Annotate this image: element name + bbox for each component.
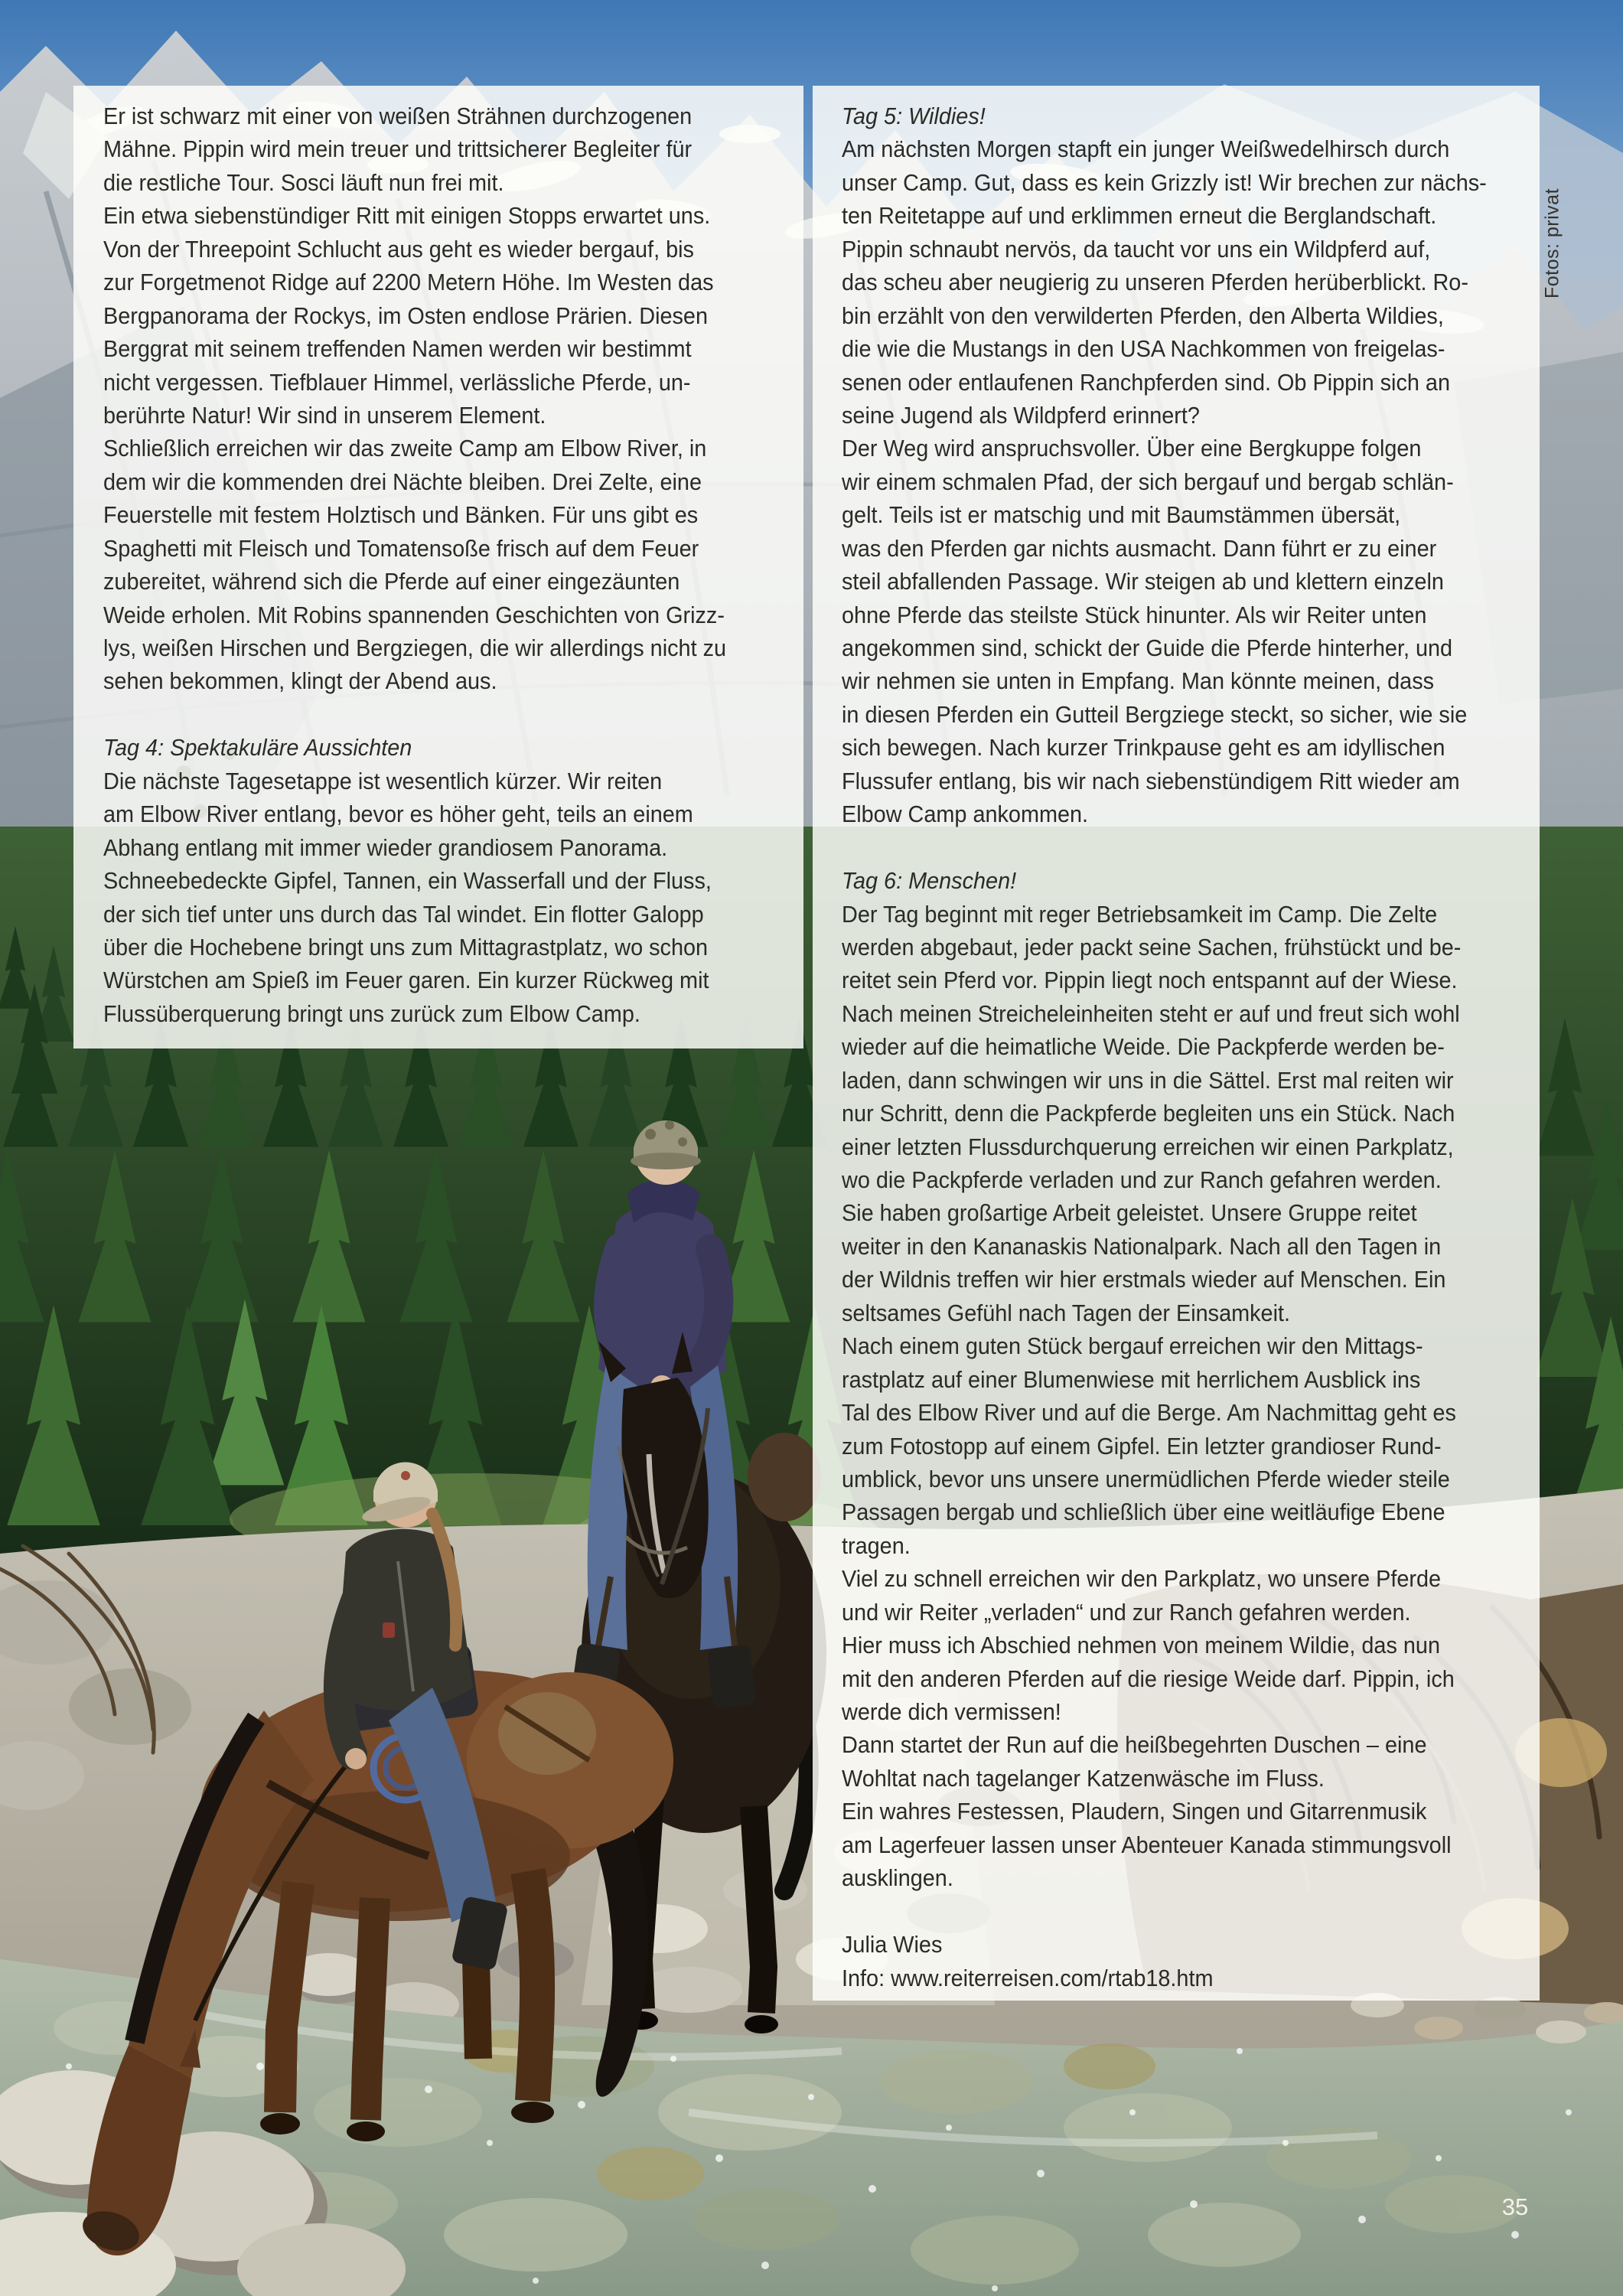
text-line: unser Camp. Gut, dass es kein Grizzly ist! Wir brechen zur nächs- [842,168,1487,196]
text-line: nur Schritt, denn die Packpferde begleiten uns ein Stück. Nach [842,1100,1455,1127]
text-line: die wie die Mustangs in den USA Nachkommen von freigelas- [842,335,1445,363]
text-line: werden abgebaut, jeder packt seine Sachen, frühstückt und be- [842,933,1462,960]
text-line: Berggrat mit seinem treffenden Namen werden wir bestimmt [103,335,692,363]
text-line: ausklingen. [842,1864,953,1892]
text-line: Elbow Camp ankommen. [842,801,1089,828]
text-line: Schneebedeckte Gipfel, Tannen, ein Wasserfall und der Fluss, [103,867,712,895]
text-line: nicht vergessen. Tiefblauer Himmel, verlässliche Pferde, un- [103,368,691,396]
text-line: Spaghetti mit Fleisch und Tomatensoße frisch auf dem Feuer [103,534,699,562]
text-line: Mähne. Pippin wird mein treuer und trittsicherer Begleiter für [103,135,693,163]
section-heading: Tag 6: Menschen! [842,867,1017,895]
text-line: Weide erholen. Mit Robins spannenden Geschichten von Grizz- [103,601,725,628]
text-line: am Elbow River entlang, bevor es höher geht, teils an einem [103,801,693,828]
text-line: Tal des Elbow River und auf die Berge. Am Nachmittag geht es [842,1399,1456,1427]
text-line: Info: www.reiterreisen.com/rtab18.htm [842,1964,1214,1991]
text-line: der Wildnis treffen wir hier erstmals wieder auf Menschen. Ein [842,1266,1446,1293]
text-line: Der Tag beginnt mit reger Betriebsamkeit im Camp. Die Zelte [842,900,1438,928]
article-column-left [103,99,726,1030]
text-line: was den Pferden gar nichts ausmacht. Dann führt er zu einer [842,534,1437,562]
text-line: Passagen bergab und schließlich über eine weitläufige Ebene [842,1499,1445,1526]
text-line: Pippin schnaubt nervös, da taucht vor uns ein Wildpferd auf, [842,235,1431,263]
text-line: sehen bekommen, klingt der Abend aus. [103,667,497,695]
text-line: Am nächsten Morgen stapft ein junger Weißwedelhirsch durch [842,135,1450,163]
text-line: wir einem schmalen Pfad, der sich bergauf und bergab schlän- [842,468,1454,495]
text-line: gelt. Teils ist er matschig und mit Baumstämmen übersät, [842,501,1401,529]
section-heading: Tag 4: Spektakuläre Aussichten [103,734,412,762]
text-line: Sie haben großartige Arbeit geleistet. Unsere Gruppe reitet [842,1199,1417,1227]
text-line: Feuerstelle mit festem Holztisch und Bänken. Für uns gibt es [103,501,699,529]
text-line: Bergpanorama der Rockys, im Osten endlose Prärien. Diesen [103,302,709,329]
text-line: Er ist schwarz mit einer von weißen Strähnen durchzogenen [103,103,693,129]
page-number: 35 [1501,2193,1529,2220]
text-line: angekommen sind, schickt der Guide die Pferde hinterher, und [842,634,1453,661]
text-line: zum Fotostopp auf einem Gipfel. Ein letzter grandioser Rund- [842,1432,1442,1459]
text-line: wir nehmen sie unten in Empfang. Man könnte meinen, dass [842,667,1435,695]
text-line: tragen. [842,1531,911,1559]
text-line: umblick, bevor uns unsere unermüdlichen Pferde wieder steile [842,1465,1450,1492]
blank-line [103,698,726,731]
text-line: seltsames Gefühl nach Tagen der Einsamkeit. [842,1299,1291,1326]
text-line: bin erzählt von den verwilderten Pferden, den Alberta Wildies, [842,302,1444,329]
text-line: berührte Natur! Wir sind in unserem Element. [103,401,546,429]
text-line: in diesen Pferden ein Gutteil Bergziege steckt, so sicher, wie sie [842,700,1468,728]
text-line: lys, weißen Hirschen und Bergziegen, die wir allerdings nicht zu [103,634,727,661]
text-line: Würstchen am Spieß im Feuer garen. Ein kurzer Rückweg mit [103,967,709,994]
text-line: sich bewegen. Nach kurzer Trinkpause geht es am idyllischen [842,734,1445,762]
text-line: die restliche Tour. Sosci läuft nun frei mit. [103,168,504,196]
text-line: das scheu aber neugierig zu unseren Pferden herüberblickt. Ro- [842,269,1468,296]
text-line: Dann startet der Run auf die heißbegehrten Duschen – eine [842,1731,1427,1759]
text-line: Abhang entlang mit immer wieder grandiosem Panorama. [103,833,668,861]
blank-line [842,831,1487,864]
text-line: wieder auf die heimatliche Weide. Die Packpferde werden be- [842,1033,1445,1061]
text-line: ohne Pferde das steilste Stück hinunter. Als wir Reiter unten [842,601,1427,628]
text-line: senen oder entlaufenen Ranchpferden sind. Ob Pippin sich an [842,368,1450,396]
text-line: der sich tief unter uns durch das Tal windet. Ein flotter Galopp [103,900,704,928]
text-line: zubereitet, während sich die Pferde auf einer eingezäunten [103,568,680,595]
article-column-right [842,99,1487,1994]
text-line: laden, dann schwingen wir uns in die Sättel. Erst mal reiten wir [842,1066,1454,1094]
text-line: weiter in den Kananaskis Nationalpark. Nach all den Tagen in [842,1232,1442,1260]
text-line: Julia Wies [842,1931,943,1958]
text-line: Der Weg wird anspruchsvoller. Über eine Bergkuppe folgen [842,435,1422,462]
text-line: reitet sein Pferd vor. Pippin liegt noch entspannt auf der Wiese. [842,967,1458,994]
text-line: Flussufer entlang, bis wir nach siebenstündigem Ritt wieder am [842,767,1460,794]
text-line: Viel zu schnell erreichen wir den Parkplatz, wo unsere Pferde [842,1565,1442,1593]
text-line: wo die Packpferde verladen und zur Ranch gefahren werden. [842,1166,1442,1193]
text-line: zur Forgetmenot Ridge auf 2200 Metern Höhe. Im Westen das [103,269,714,296]
text-line: ten Reitetappe auf und erklimmen erneut die Berglandschaft. [842,202,1437,230]
section-heading: Tag 5: Wildies! [842,103,986,129]
text-line: steil abfallenden Passage. Wir steigen ab und klettern einzeln [842,568,1444,595]
text-line: Hier muss ich Abschied nehmen von meinem Wildie, das nun [842,1632,1440,1659]
text-line: Von der Threepoint Schlucht aus geht es wieder bergauf, bis [103,235,694,263]
text-line: und wir Reiter „verladen“ und zur Ranch gefahren werden. [842,1598,1411,1626]
text-line: Ein etwa siebenstündiger Ritt mit einigen Stopps erwartet uns. [103,202,711,230]
text-line: rastplatz auf einer Blumenwiese mit herrlichem Ausblick ins [842,1365,1421,1393]
text-line: seine Jugend als Wildpferd erinnert? [842,401,1200,429]
blank-line [842,1895,1487,1928]
text-line: am Lagerfeuer lassen unser Abenteuer Kanada stimmungsvoll [842,1831,1452,1858]
text-line: Schließlich erreichen wir das zweite Camp am Elbow River, in [103,435,707,462]
text-line: über die Hochebene bringt uns zum Mittagrastplatz, wo schon [103,933,709,960]
text-line: dem wir die kommenden drei Nächte bleiben. Drei Zelte, eine [103,468,702,495]
photo-credit: Fotos: privat [1541,188,1563,299]
text-line: Die nächste Tagesetappe ist wesentlich kürzer. Wir reiten [103,767,663,794]
text-line: Wohltat nach tagelanger Katzenwäsche im Fluss. [842,1764,1325,1792]
text-line: Flussüberquerung bringt uns zurück zum Elbow Camp. [103,1000,640,1027]
text-line: Nach meinen Streicheleinheiten steht er auf und freut sich wohl [842,1000,1460,1027]
text-line: einer letzten Flussdurchquerung erreichen wir einen Parkplatz, [842,1133,1454,1160]
text-line: werde dich vermissen! [842,1698,1061,1725]
text-line: Nach einem guten Stück bergauf erreichen wir den Mittags- [842,1332,1423,1360]
text-line: mit den anderen Pferden auf die riesige Weide darf. Pippin, ich [842,1665,1455,1692]
text-line: Ein wahres Festessen, Plaudern, Singen und Gitarrenmusik [842,1798,1427,1825]
